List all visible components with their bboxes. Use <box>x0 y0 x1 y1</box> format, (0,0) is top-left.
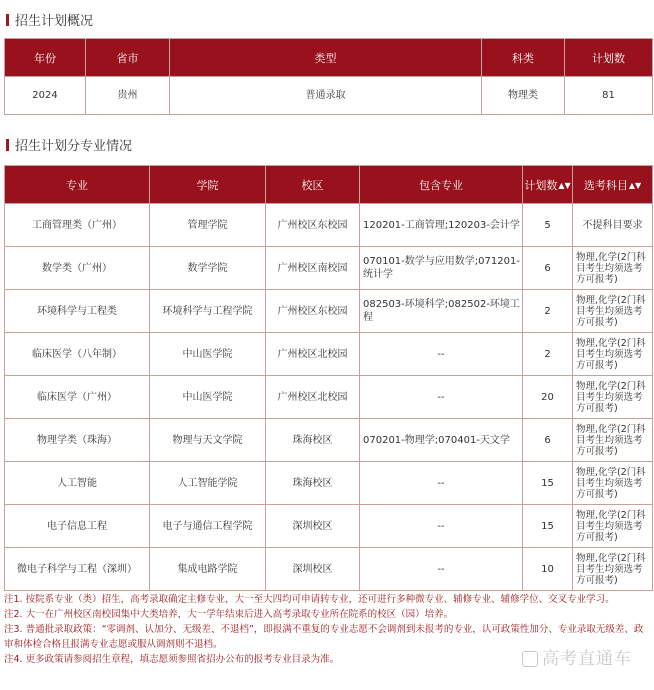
cell-campus: 广州校区南校园 <box>266 247 360 290</box>
note-2: 注2. 大一在广州校区南校园集中大类培养，大一学年结束后进入高考录取专业所在院系的校区（园）培养。 <box>4 609 454 620</box>
cell-included: 070201-物理学;070401-天文学 <box>360 419 523 462</box>
detail-section-title <box>6 135 132 154</box>
overview-cell-province: 贵州 <box>86 77 170 115</box>
overview-header-province: 省市 <box>86 39 170 77</box>
overview-data-row <box>5 77 653 115</box>
cell-college: 环境科学与工程学院 <box>150 290 266 333</box>
overview-cell-year: 2024 <box>5 77 86 115</box>
cell-subjects: 物理,化学(2门科目考生均须选考方可报考) <box>573 376 653 419</box>
cell-college: 中山医学院 <box>150 376 266 419</box>
cell-included: -- <box>360 505 523 548</box>
table-row <box>5 376 653 419</box>
cell-subjects: 物理,化学(2门科目考生均须选考方可报考) <box>573 548 653 591</box>
overview-title-text: 招生计划概况 <box>15 14 94 29</box>
cell-plan: 5 <box>523 204 573 247</box>
detail-header-included: 包含专业 <box>360 166 523 204</box>
detail-title-text: 招生计划分专业情况 <box>15 139 133 154</box>
cell-major: 物理学类（珠海） <box>5 419 150 462</box>
cell-included: -- <box>360 333 523 376</box>
detail-header-major: 专业 <box>5 166 150 204</box>
table-row <box>5 290 653 333</box>
overview-cell-category: 物理类 <box>482 77 565 115</box>
table-row <box>5 505 653 548</box>
cell-major: 工商管理类（广州） <box>5 204 150 247</box>
table-row <box>5 419 653 462</box>
cell-college: 人工智能学院 <box>150 462 266 505</box>
cell-included: 070101-数学与应用数学;071201-统计学 <box>360 247 523 290</box>
detail-header-subjects-label: 选考科目 <box>583 178 628 192</box>
cell-subjects: 物理,化学(2门科目考生均须选考方可报考) <box>573 505 653 548</box>
detail-header-plan[interactable] <box>523 166 573 204</box>
cell-major: 电子信息工程 <box>5 505 150 548</box>
cell-college: 集成电路学院 <box>150 548 266 591</box>
detail-table <box>4 165 653 591</box>
cell-campus: 深圳校区 <box>266 505 360 548</box>
cell-included: -- <box>360 376 523 419</box>
watermark <box>518 644 636 669</box>
section-bullet-icon <box>6 14 9 26</box>
detail-header-college: 学院 <box>150 166 266 204</box>
section-bullet-icon <box>6 139 9 151</box>
cell-major: 数学类（广州） <box>5 247 150 290</box>
overview-header-type: 类型 <box>170 39 482 77</box>
table-row <box>5 462 653 505</box>
cell-subjects: 物理,化学(2门科目考生均须选考方可报考) <box>573 419 653 462</box>
cell-campus: 广州校区北校园 <box>266 333 360 376</box>
cell-subjects: 物理,化学(2门科目考生均须选考方可报考) <box>573 333 653 376</box>
cell-campus: 珠海校区 <box>266 419 360 462</box>
cell-subjects: 物理,化学(2门科目考生均须选考方可报考) <box>573 290 653 333</box>
cell-included: -- <box>360 462 523 505</box>
cell-college: 管理学院 <box>150 204 266 247</box>
cell-included: -- <box>360 548 523 591</box>
overview-header-plan: 计划数 <box>565 39 653 77</box>
detail-header-campus: 校区 <box>266 166 360 204</box>
cell-college: 物理与天文学院 <box>150 419 266 462</box>
detail-table-body <box>5 204 653 591</box>
cell-included: 120201-工商管理;120203-会计学 <box>360 204 523 247</box>
overview-cell-type: 普通录取 <box>170 77 482 115</box>
overview-header-row <box>5 39 653 77</box>
cell-major: 人工智能 <box>5 462 150 505</box>
cell-college: 中山医学院 <box>150 333 266 376</box>
sort-updown-icon[interactable]: ▲▼ <box>558 181 571 190</box>
cell-major: 临床医学（八年制） <box>5 333 150 376</box>
watermark-text: 高考直通车 <box>542 649 632 669</box>
cell-plan: 10 <box>523 548 573 591</box>
cell-subjects: 物理,化学(2门科目考生均须选考方可报考) <box>573 247 653 290</box>
detail-header-plan-label: 计划数 <box>524 178 558 192</box>
cell-campus: 珠海校区 <box>266 462 360 505</box>
cell-plan: 2 <box>523 333 573 376</box>
note-3a: 注3. 普通批录取政策：“零调剂、认加分、无级差、不退档”，即报满不重复的专业志愿不会调剂到未报考的专业，认可政策性加分、专业录取无级差、政审和体检合格且报满专业志愿或服从调剂则不退档。 <box>4 624 644 650</box>
table-row <box>5 247 653 290</box>
cell-major: 环境科学与工程类 <box>5 290 150 333</box>
cell-plan: 6 <box>523 419 573 462</box>
cell-plan: 20 <box>523 376 573 419</box>
cell-plan: 15 <box>523 462 573 505</box>
cell-major: 临床医学（广州） <box>5 376 150 419</box>
cell-college: 电子与通信工程学院 <box>150 505 266 548</box>
table-row <box>5 548 653 591</box>
watermark-logo-icon <box>522 651 538 667</box>
overview-header-year: 年份 <box>5 39 86 77</box>
table-row <box>5 333 653 376</box>
sort-updown-icon[interactable]: ▲▼ <box>628 181 642 190</box>
note-4: 注4. 更多政策请参阅招生章程，填志愿须参照省招办公布的报考专业目录为准。 <box>4 654 340 665</box>
overview-cell-plan: 81 <box>565 77 653 115</box>
cell-campus: 广州校区东校园 <box>266 204 360 247</box>
cell-college: 数学学院 <box>150 247 266 290</box>
cell-major: 微电子科学与工程（深圳） <box>5 548 150 591</box>
overview-table <box>4 38 653 115</box>
note-1: 注1. 按院系专业（类）招生，高考录取确定主修专业，大一至大四均可申请转专业，还可进行多种微专业、辅修专业、辅修学位、交叉专业学习。 <box>4 594 615 605</box>
cell-campus: 广州校区东校园 <box>266 290 360 333</box>
overview-header-category: 科类 <box>482 39 565 77</box>
cell-included: 082503-环境科学;082502-环境工程 <box>360 290 523 333</box>
cell-subjects: 不提科目要求 <box>573 204 653 247</box>
table-row <box>5 204 653 247</box>
cell-plan: 2 <box>523 290 573 333</box>
overview-section-title <box>6 10 93 29</box>
cell-subjects: 物理,化学(2门科目考生均须选考方可报考) <box>573 462 653 505</box>
cell-campus: 深圳校区 <box>266 548 360 591</box>
cell-plan: 15 <box>523 505 573 548</box>
cell-plan: 6 <box>523 247 573 290</box>
detail-header-subjects[interactable] <box>573 166 653 204</box>
cell-campus: 广州校区北校园 <box>266 376 360 419</box>
detail-header-row <box>5 166 653 204</box>
